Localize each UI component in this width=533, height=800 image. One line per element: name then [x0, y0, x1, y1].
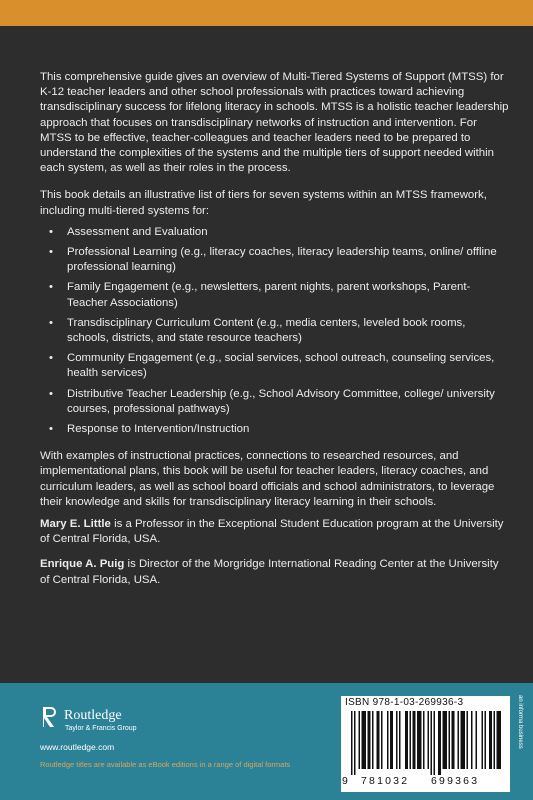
- bullet-icon: •: [49, 316, 53, 329]
- intro-paragraph: This comprehensive guide gives an overview of Multi-Tiered Systems of Support (MTSS) for K-12 teacher leaders and other school professionals with practices toward achieving transdisciplinary success for lifelong literacy in schools. MTSS is a holistic teacher leadership approach that focuses on transdisciplinary networks of instruction and intervention. For MTSS to be effective, teacher-colleagues and teacher leaders need to be prepared to understand the complexities of the systems and the multiple tiers of support needed within each system, as well as their roles in the process.: [40, 71, 509, 175]
- list-item: • Professional Learning (e.g., literacy coaches, literacy leadership teams, online/ offline professional learning): [49, 246, 497, 274]
- bullet-icon: •: [49, 423, 53, 436]
- author-bios: [40, 517, 510, 598]
- publisher-footer: [0, 683, 533, 800]
- bullet-icon: •: [49, 281, 53, 294]
- closing-paragraph: With examples of instructional practices, connections to researched resources, and implementational plans, this book will be useful for teacher leaders, literacy coaches, and curriculum leaders, as well as school board officials and school administrators, to leverage their knowledge and skills for transdisciplinary literacy learning in their schools.: [40, 450, 495, 508]
- list-item: • Transdisciplinary Curriculum Content (e.g., media centers, leveled book rooms, schools, districts, and state resource teachers): [49, 316, 466, 345]
- bullet-icon: •: [49, 246, 53, 259]
- systems-list: [40, 225, 510, 437]
- publisher-url[interactable]: www.routledge.com: [40, 742, 115, 752]
- bullet-icon: •: [49, 352, 53, 365]
- barcode-bars: [351, 711, 501, 775]
- barcode-digits-right: 699363: [431, 775, 480, 787]
- publisher-group: Taylor & Francis Group: [65, 725, 137, 732]
- list-item: • Response to Intervention/Instruction: [67, 422, 510, 437]
- author-bio: Mary E. Little is a Professor in the Exceptional Student Education program at the University of Central Florida, USA.: [40, 518, 504, 546]
- author-name: Enrique A. Puig: [40, 558, 125, 571]
- bullet-icon: •: [49, 387, 53, 400]
- ebook-note: Routledge titles are available as eBook editions in a range of digital formats: [40, 760, 291, 769]
- list-intro-paragraph: This book details an illustrative list of tiers for seven systems within an MTSS framework, including multi-tiered systems for:: [40, 189, 487, 217]
- list-item: • Family Engagement (e.g., newsletters, parent nights, parent workshops, Parent-Teacher Associations): [49, 281, 471, 309]
- description-text: [40, 70, 510, 522]
- isbn-barcode: [341, 696, 510, 792]
- isbn-label: ISBN 978-1-03-269936-3: [345, 697, 464, 708]
- informa-tagline: an informa business: [517, 695, 523, 749]
- description-panel: [0, 26, 533, 683]
- barcode-digit-first: 9: [342, 775, 348, 787]
- barcode-digits-left: 781032: [361, 775, 410, 787]
- author-name: Mary E. Little: [40, 518, 111, 530]
- publisher-name: Routledge: [64, 708, 122, 723]
- list-item: • Assessment and Evaluation: [67, 225, 510, 240]
- list-item: • Community Engagement (e.g., social services, school outreach, counseling services, health services): [49, 352, 495, 380]
- author-bio: Enrique A. Puig is Director of the Morgridge International Reading Center at the University of Central Florida, USA.: [40, 558, 499, 586]
- bullet-icon: •: [49, 225, 53, 238]
- routledge-r-logo-icon: [40, 705, 60, 729]
- top-color-band: [0, 0, 533, 26]
- list-item: • Distributive Teacher Leadership (e.g., School Advisory Committee, college/ university courses, professional pathways): [49, 387, 495, 415]
